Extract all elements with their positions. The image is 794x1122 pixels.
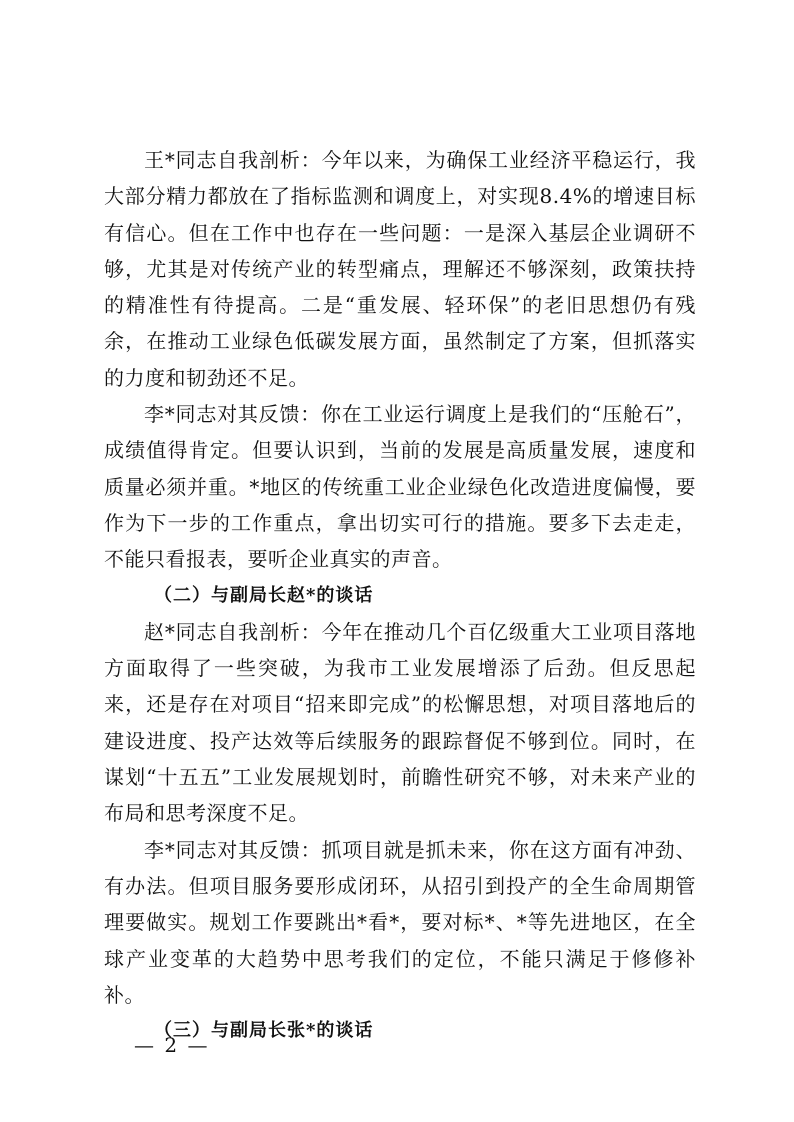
paragraph-zhao-self-analysis: 赵*同志自我剖析：今年在推动几个百亿级重大工业项目落地方面取得了一些突破，为我市工业发展增添了后劲。但反思起来，还是存在对项目“招来即完成”的松懈思想，对项目落地后的建设进度、投产达效等后续服务的跟踪督促不够到位。同时，在谋划“十五五”工业发展规划时，前瞻性研究不够，对未来产业的布局和思考深度不足。 [104,619,696,826]
document-body [104,142,696,1049]
page-number: — 2 — [134,1033,210,1057]
paragraph-li-feedback-zhao: 李*同志对其反馈：抓项目就是抓未来，你在这方面有冲劲、有办法。但项目服务要形成闭环，从招引到投产的全生命周期管理要做实。规划工作要跳出*看*，要对标*、*等先进地区，在全球产业变革的大趋势中思考我们的定位，不能只满足于修修补补。 [104,837,696,1007]
paragraph-li-feedback-wang: 李*同志对其反馈：你在工业运行调度上是我们的“压舱石”，成绩值得肯定。但要认识到，当前的发展是高质量发展，速度和质量必须并重。*地区的传统重工业企业绿色化改造进度偏慢，要作为下一步的工作重点，拿出切实可行的措施。要多下去走走，不能只看报表，要听企业真实的声音。 [104,402,696,572]
section-heading-zhang: （三）与副局长张*的谈话 [154,1020,374,1042]
section-heading-zhao: （二）与副局长赵*的谈话 [154,584,374,606]
paragraph-wang-self-analysis: 王*同志自我剖析：今年以来，为确保工业经济平稳运行，我大部分精力都放在了指标监测和调度上，对实现8.4%的增速目标有信心。但在工作中也存在一些问题：一是深入基层企业调研不够，尤其是对传统产业的转型痛点，理解还不够深刻，政策扶持的精准性有待提高。二是“重发展、轻环保”的老旧思想仍有残余，在推动工业绿色低碳发展方面，虽然制定了方案，但抓落实的力度和韧劲还不足。 [104,148,696,390]
